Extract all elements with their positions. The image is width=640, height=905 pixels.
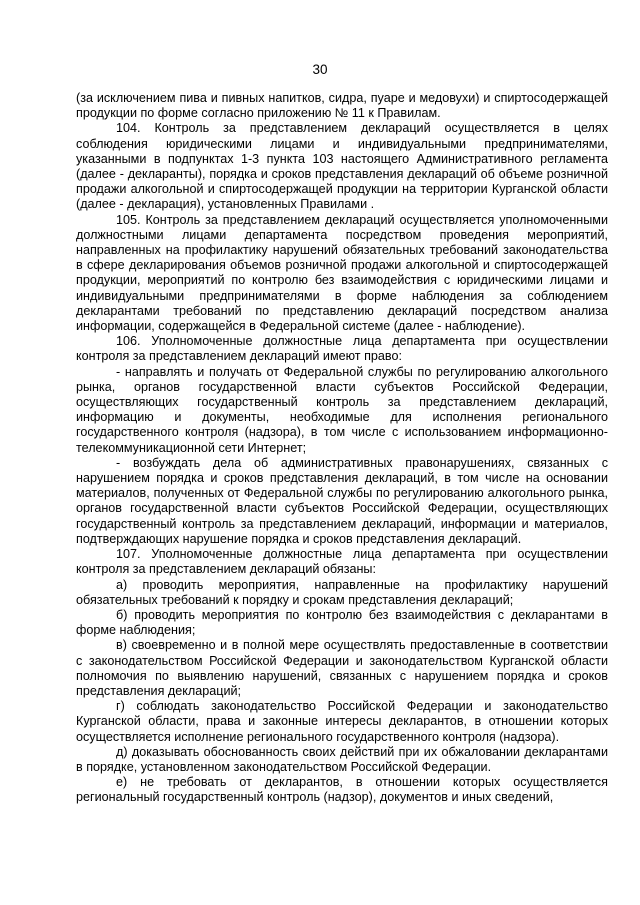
paragraph-107-item-v: в) своевременно и в полной мере осуществлять предоставленные в соответствии с законодательством Российской Федерации и законодательством Курганской области полномочия по выявлению нарушений, связанных с нарушением порядка и сроков представления деклараций; — [76, 638, 608, 698]
paragraph-104: 104. Контроль за представлением деклараций осуществляется в целях соблюдения юридическими лицами и индивидуальными предпринимателями, указанными в подпунктах 1-3 пункта 103 настоящего Административного регламента (далее - декларанты), порядка и сроков представления деклараций об объеме розничной продажи алкогольной и спиртосодержащей продукции на территории Курганской области (далее - декларация), установленных Правилами . — [76, 121, 608, 212]
paragraph-107: 107. Уполномоченные должностные лица департамента при осуществлении контроля за представлением деклараций обязаны: — [76, 547, 608, 577]
page-number: 30 — [312, 62, 328, 77]
paragraph-continuation: (за исключением пива и пивных напитков, сидра, пуаре и медовухи) и спиртосодержащей продукции по форме согласно приложению № 11 к Правилам. — [76, 91, 608, 121]
paragraph-105: 105. Контроль за представлением деклараций осуществляется уполномоченными должностными лицами департамента посредством проведения мероприятий, направленных на профилактику нарушений обязательных требований законодательства в сфере декларирования объемов розничной продажи алкогольной и спиртосодержащей продукции, мероприятий по контролю без взаимодействия с юридическими лицами и индивидуальными предпринимателями в форме наблюдения за соблюдением декларантами требований по представлению деклараций посредством анализа информации, содержащейся в Федеральной системе (далее - наблюдение). — [76, 212, 608, 334]
paragraph-106-item-1: - направлять и получать от Федеральной службы по регулированию алкогольного рынка, органов государственной власти субъектов Российской Федерации, осуществляющих государственный контроль за представлением деклараций, информацию и документы, необходимые для исполнения регионального государственного контроля (надзора), в том числе с использованием информационно-телекоммуникационной сети Интернет; — [76, 364, 608, 455]
paragraph-107-item-b: б) проводить мероприятия по контролю без взаимодействия с декларантами в форме наблюдения; — [76, 607, 608, 638]
paragraph-107-item-d: д) доказывать обоснованность своих действий при их обжаловании декларантами в порядке, установленном законодательством Российской Федерации. — [76, 744, 608, 774]
paragraph-107-item-e: е) не требовать от декларантов, в отношении которых осуществляется региональный государственный контроль (надзор), документов и иных сведений, — [76, 775, 608, 805]
paragraph-106-item-2: - возбуждать дела об административных правонарушениях, связанных с нарушением порядка и сроков представления деклараций, в том числе на основании материалов, полученных от Федеральной службы по регулированию алкогольного рынка, органов государственной власти субъектов Российской Федерации, осуществляющих государственный контроль за представлением деклараций, информации и материалов, подтверждающих нарушение порядка и сроков представления деклараций. — [76, 455, 608, 546]
paragraph-107-item-g: г) соблюдать законодательство Российской Федерации и законодательство Курганской области, права и законные интересы декларантов, в отношении которых осуществляется исполнение регионального государственного контроля (надзора). — [76, 699, 608, 744]
paragraph-107-item-a: а) проводить мероприятия, направленные на профилактику нарушений обязательных требований к порядку и срокам представления деклараций; — [76, 577, 608, 607]
document-body — [76, 91, 608, 806]
paragraph-106: 106. Уполномоченные должностные лица департамента при осуществлении контроля за представлением деклараций имеют право: — [76, 334, 608, 364]
